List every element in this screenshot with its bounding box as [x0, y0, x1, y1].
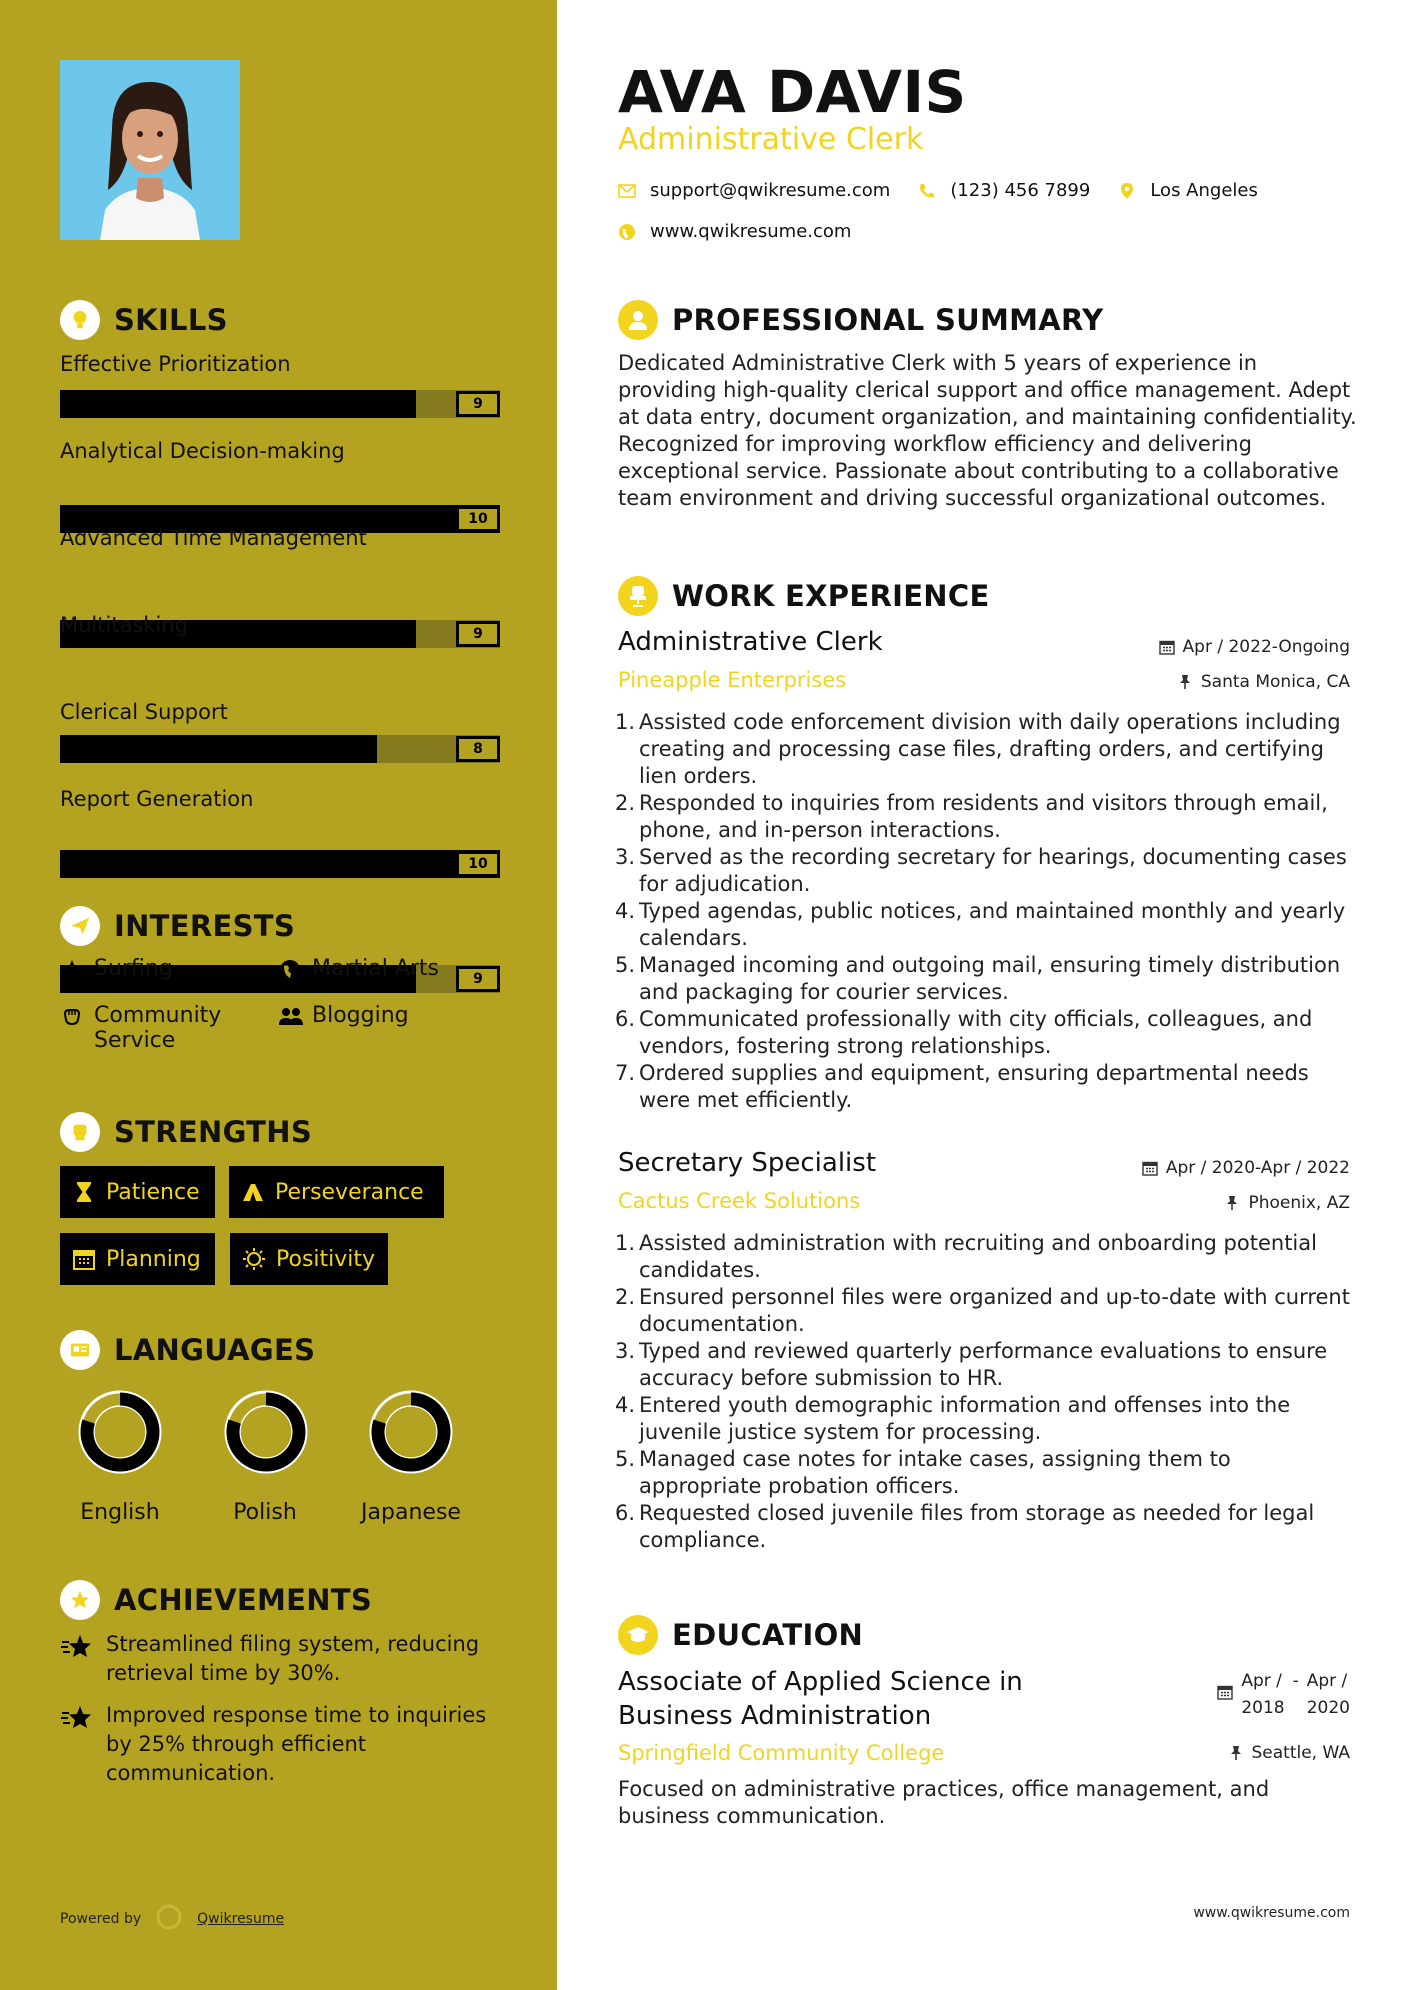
- skill-bar: [60, 850, 500, 878]
- skill-name: Analytical Decision-making: [60, 439, 345, 463]
- qwikresume-link[interactable]: Qwikresume: [197, 1911, 285, 1927]
- footer-website[interactable]: www.qwikresume.com: [1193, 1905, 1350, 1921]
- bullet-number: 4.: [615, 1393, 636, 1417]
- trophy-star-icon: [60, 1632, 94, 1662]
- bullet-number: 6.: [615, 1501, 636, 1525]
- calendar-icon: [72, 1247, 96, 1271]
- lightbulb-icon: [60, 300, 100, 340]
- candidate-role: Administrative Clerk: [618, 122, 924, 157]
- hourglass-icon: [72, 1180, 96, 1204]
- id-card-icon: [60, 1330, 100, 1370]
- bullet-number: 5.: [615, 953, 636, 977]
- pushpin-icon: [1224, 1195, 1240, 1211]
- profile-photo: [60, 60, 240, 240]
- language-ring: [371, 1392, 451, 1472]
- job-location: Phoenix, AZ: [1224, 1193, 1350, 1213]
- skill-name: Multitasking: [60, 613, 189, 637]
- language-ring-inner: [94, 1406, 146, 1458]
- user-icon: [618, 300, 658, 340]
- language-ring: [80, 1392, 160, 1472]
- job-dates: Apr / 2022-Ongoing: [1159, 637, 1350, 657]
- job-bullets: [615, 709, 1355, 1114]
- achievement-item: Streamlined filing system, reducing retrieval time by 30%.: [60, 1630, 500, 1688]
- bullet-text: Assisted code enforcement division with daily operations including creating and processing case files, drafting orders, and certifying lien orders.: [639, 710, 1341, 788]
- job-bullet: [615, 1446, 1355, 1500]
- contact-email[interactable]: support@qwikresume.com: [618, 180, 890, 201]
- language-label: Japanese: [361, 1500, 461, 1525]
- bullet-number: 5.: [615, 1447, 636, 1471]
- pushpin-icon: [1177, 674, 1193, 690]
- language-label: English: [80, 1500, 160, 1525]
- skill-bar-fill: [60, 735, 377, 763]
- skill-level-badge: 8: [456, 736, 500, 762]
- phone-icon: [918, 182, 936, 200]
- skills-heading: SKILLS: [60, 300, 228, 340]
- strength-chip: Patience: [60, 1166, 215, 1218]
- job-bullet: [615, 1230, 1355, 1284]
- job-company: Pineapple Enterprises: [618, 668, 847, 692]
- interest-item: Community Service: [60, 1003, 260, 1053]
- strengths-heading: STRENGTHS: [60, 1112, 312, 1152]
- job-bullet: [615, 1338, 1355, 1392]
- contact-phone[interactable]: (123) 456 7899: [918, 180, 1090, 201]
- candidate-name: AVA DAVIS: [618, 58, 967, 126]
- education-location: Seattle, WA: [1228, 1743, 1351, 1763]
- bullet-text: Managed case notes for intake cases, assigning them to appropriate probation officers.: [639, 1447, 1231, 1498]
- skill-level-badge: 9: [456, 966, 500, 992]
- envelope-icon: [618, 182, 636, 200]
- bullet-number: 3.: [615, 1339, 636, 1363]
- interest-item: Blogging: [278, 1003, 498, 1029]
- job-bullets: [615, 1230, 1355, 1554]
- globe-icon: [618, 223, 636, 241]
- achievements-heading: ACHIEVEMENTS: [60, 1580, 372, 1620]
- bullet-text: Ordered supplies and equipment, ensuring departmental needs were met efficiently.: [639, 1061, 1309, 1112]
- interest-item: Martial Arts: [278, 956, 498, 982]
- contact-website[interactable]: www.qwikresume.com: [618, 221, 851, 242]
- bullet-text: Requested closed juvenile files from storage as needed for legal compliance.: [639, 1501, 1315, 1552]
- job-dates: Apr / 2020-Apr / 2022: [1142, 1158, 1350, 1178]
- summary-text: Dedicated Administrative Clerk with 5 years of experience in providing high-quality clerical support and office management. Adept at data entry, document organization, and maintaining confidentiality. Recognized for improving workflow efficiency and delivering exceptional service. Passionate about contributing to a collaborative team environment and driving successful organizational outcomes.: [618, 351, 1357, 510]
- contact-location: Los Angeles: [1118, 180, 1258, 201]
- bullet-number: 1.: [615, 710, 636, 734]
- paper-plane-icon: [60, 906, 100, 946]
- bullet-text: Communicated professionally with city officials, colleagues, and vendors, fostering strong relationships.: [639, 1007, 1313, 1058]
- graduation-icon: [618, 1615, 658, 1655]
- language-ring-fill: [378, 1399, 444, 1465]
- education-description: Focused on administrative practices, office management, and business communication.: [618, 1777, 1270, 1828]
- skill-bar: [60, 735, 500, 763]
- education-heading: EDUCATION: [618, 1615, 863, 1655]
- fist-icon: [60, 1112, 100, 1152]
- experience-heading: WORK EXPERIENCE: [618, 576, 990, 616]
- chair-icon: [618, 576, 658, 616]
- bullet-text: Typed and reviewed quarterly performance evaluations to ensure accuracy before submission to HR.: [639, 1339, 1328, 1390]
- powered-by: Powered by Qwikresume: [60, 1903, 284, 1935]
- languages-heading: LANGUAGES: [60, 1330, 315, 1370]
- language-rings: [60, 1384, 480, 1494]
- bullet-number: 7.: [615, 1061, 636, 1085]
- language-label: Polish: [233, 1500, 297, 1525]
- job-company: Cactus Creek Solutions: [618, 1189, 861, 1213]
- job-bullet: [615, 952, 1355, 1006]
- job-bullet: [615, 1284, 1355, 1338]
- skill-level-badge: 10: [456, 851, 500, 877]
- job-bullet: [615, 790, 1355, 844]
- main-column: [557, 0, 1407, 1990]
- job-title: Secretary Specialist: [618, 1148, 877, 1178]
- job-bullet: [615, 709, 1355, 790]
- skill-name: Clerical Support: [60, 700, 228, 724]
- star-icon: [60, 958, 84, 982]
- bullet-number: 3.: [615, 845, 636, 869]
- job-bullet: [615, 898, 1355, 952]
- skill-level-badge: 9: [456, 391, 500, 417]
- bullet-number: 4.: [615, 899, 636, 923]
- bullet-text: Assisted administration with recruiting and onboarding potential candidates.: [639, 1231, 1317, 1282]
- calendar-icon: [1159, 639, 1175, 655]
- language-ring-fill: [233, 1399, 299, 1465]
- language-ring-fill: [87, 1399, 153, 1465]
- interests-heading: INTERESTS: [60, 906, 295, 946]
- calendar-icon: [1217, 1682, 1233, 1698]
- interest-item: Surfing: [60, 956, 260, 982]
- globe-icon: [278, 958, 302, 982]
- sun-icon: [242, 1247, 266, 1271]
- bullet-text: Responded to inquiries from residents and visitors through email, phone, and in-person interactions.: [639, 791, 1328, 842]
- job-bullet: [615, 844, 1355, 898]
- bullet-number: 1.: [615, 1231, 636, 1255]
- skill-level-badge: 9: [456, 621, 500, 647]
- bullet-text: Typed agendas, public notices, and maintained monthly and yearly calendars.: [639, 899, 1346, 950]
- skill-bar-fill: [60, 850, 500, 878]
- job-bullet: [615, 1500, 1355, 1554]
- pushpin-icon: [1228, 1745, 1244, 1761]
- mountain-icon: [241, 1180, 265, 1204]
- education-dates: Apr / 2018 - Apr / 2020: [1217, 1668, 1350, 1722]
- qwikresume-logo-icon: [155, 1903, 183, 1935]
- bullet-text: Managed incoming and outgoing mail, ensuring timely distribution and packaging for courier services.: [639, 953, 1341, 1004]
- calendar-icon: [1142, 1160, 1158, 1176]
- sidebar: [0, 0, 557, 1990]
- bullet-text: Served as the recording secretary for hearings, documenting cases for adjudication.: [639, 845, 1347, 896]
- achievement-item: Improved response time to inquiries by 25% through efficient communication.: [60, 1701, 500, 1788]
- education-school: Springfield Community College: [618, 1741, 945, 1765]
- bullet-text: Ensured personnel files were organized and up-to-date with current documentation.: [639, 1285, 1350, 1336]
- contact-row: [618, 180, 1258, 201]
- language-ring-inner: [385, 1406, 437, 1458]
- language-ring: [226, 1392, 306, 1472]
- job-bullet: [615, 1392, 1355, 1446]
- trophy-star-icon: [60, 1703, 94, 1733]
- skill-bar-fill: [60, 390, 416, 418]
- hand-icon: [60, 1005, 84, 1029]
- summary-heading: PROFESSIONAL SUMMARY: [618, 300, 1103, 340]
- strength-chip: Planning: [60, 1233, 215, 1285]
- skill-name: Report Generation: [60, 787, 254, 811]
- education-degree: Associate of Applied Science in Business Administration: [618, 1667, 1023, 1731]
- bullet-number: 2.: [615, 1285, 636, 1309]
- job-bullet: [615, 1060, 1355, 1114]
- bullet-number: 2.: [615, 791, 636, 815]
- map-pin-icon: [1118, 182, 1136, 200]
- skill-level-badge: 10: [456, 506, 500, 532]
- strength-chip: Perseverance: [229, 1166, 444, 1218]
- skill-name: Advanced Time Management: [60, 526, 367, 550]
- bullet-number: 6.: [615, 1007, 636, 1031]
- job-title: Administrative Clerk: [618, 627, 883, 657]
- star-badge-icon: [60, 1580, 100, 1620]
- skill-name: Effective Prioritization: [60, 352, 291, 376]
- job-bullet: [615, 1006, 1355, 1060]
- users-icon: [278, 1005, 302, 1029]
- language-ring-inner: [240, 1406, 292, 1458]
- skill-bar: [60, 390, 500, 418]
- strength-chip: Positivity: [230, 1233, 388, 1285]
- bullet-text: Entered youth demographic information and offenses into the juvenile justice system for processing.: [639, 1393, 1291, 1444]
- job-location: Santa Monica, CA: [1177, 672, 1350, 692]
